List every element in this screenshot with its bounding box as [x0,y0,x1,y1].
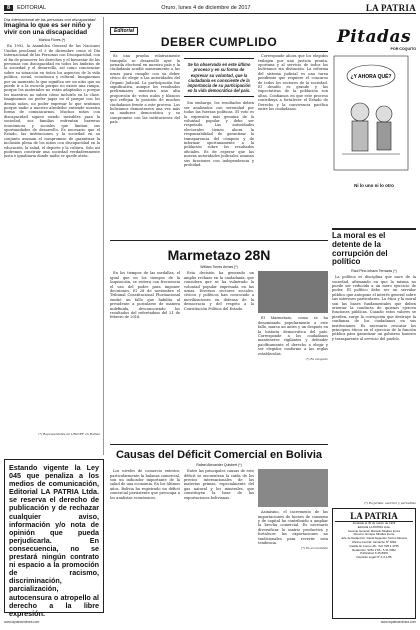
author-photo [258,271,328,313]
cartoon-block [332,17,416,225]
page-number: 8 [4,5,13,11]
editorial-label: Editorial [110,27,138,35]
editorial-text-1: Es una prueba relativamente tranquila se desarrolló ayer la jornada electoral en nuestro país y la ciudadanía acudió masivamente a las urnas para cumplir con su deber cívico de elegir a las autoridades del Órgano Judicial. La participación fue significativa, aunque los resultados preliminares muestran una alta proporción de votos nulos y blancos que reflejan la posición de muchos ciudadanos frente a este proceso. Los bolivianos demostraron una vez más su madurez democrática y su compromiso con las instituciones del país. [110,54,180,125]
marmetazo-col-3 [258,271,328,449]
masthead-line: Depósito Legal Nº 4-3-1-85 [356,555,392,560]
masthead-line: Editorial LA PATRIA Ltda. [357,524,391,529]
masthead-line: Casilla de Correo 48 - Telf. 525 1 4795 [349,543,399,548]
marmetazo-text-2: Esta decisión ha generado un amplio rechazo en la ciudadanía, que considera que se ha vulnerado la voluntad popular expresada en las urnas. Diversos sectores sociales, cívicos y políticos han convocado a movilizaciones en defensa de la democracia y del respeto a la Constitución Política del Estado. [184,271,254,311]
editorial-text-2: Sin embargo, los resultados deben ser analizados con serenidad por todas las fuerzas políticas. El voto es la expresión más genuina de la voluntad popular y debe ser respetado. Las autoridades electorales tienen ahora la responsabilidad de garantizar la transparencia del cómputo y de informar oportunamente a la población sobre los resultados oficiales. Es de esperar que las nuevas autoridades judiciales asuman sus funciones con independencia y probidad. [184,101,254,168]
marmetazo-col-2 [184,271,254,449]
cartoon-caption: Ni lo uno ni lo otro [354,183,394,188]
masthead-box [332,508,416,619]
article-kicker: Día internacional de las personas con discapacidad [4,17,96,22]
masthead-line: Director: Enrique Miralles Iporre [353,532,395,537]
deficit-col-3 [258,469,328,617]
marmetazo-text-1: En los tiempos de las medallas, el igual que en los tiempos de la Inquisición, se reitera con frecuencia el uso del poder para imponer decisiones. El 28 de noviembre el Tribunal Constitucional Plurinacional emitió un fallo que habilita al presidente a postularse de manera indefinida, desconociendo los resultados del referéndum del 21 de febrero de 2016. [110,271,180,320]
editorial-col-2 [184,54,254,250]
deficit-title: Causas del Déficit Comercial en Bolivia [115,449,323,461]
footer-url-left[interactable]: www.lapatriaenlinea.com [4,620,40,624]
deficit-text-3: Asimismo, el incremento de las importaciones de bienes de consumo y de capital ha contribuido a ampliar la brecha comercial. Es necesario diversificar la matriz productiva y fortalecer las exportaciones no tradicionales para revertir esta tendencia. [258,510,328,545]
deficit-author: Rafael Alexander Quisbert (*) [196,463,242,468]
moral-author: Raúl Pino-Ichazo Terrazas (*) [351,269,397,274]
article-author: Mónica Flores (*) [38,38,66,43]
moral-text: La política es disciplina que nace de la sociedad, afirmando en que la misma no puede ser reducida a un mero ejercicio de poder. El político debe ser un servidor público que antepone el interés general sobre sus intereses particulares. La ética y la moral son las bases fundamentales que deben orientar la conducta de quienes ejercen funciones públicas. Cuando estos valores se pierden, surge la corrupción que destruye la confianza de los ciudadanos en sus instituciones. Es necesario rescatar los principios éticos en el ejercicio de la función pública para garantizar un gobierno honesto y transparente al servicio del pueblo. [332,275,416,341]
legal-notice-box [4,459,104,618]
cartoon-logo: Pitadas [336,27,412,47]
legal-notice-text: Estando vigente la Ley 045 que penaliza a los medios de comunicación, Editorial LA PATRIA Ltda. se reserva el derecho de publicación y de rechazar cualquier aviso, información y/o nota de opinión que pueda perjudicarla. En consecuencia, no se prestará ningún contrato ni espacio a la promoción de racismo, discriminación, parcialización, autocensura o atropello al derecho a la libre expresión. [9,463,99,618]
author-photo [258,469,328,507]
issue-date: Oruro, lunes 4 de diciembre de 2017 [161,5,251,11]
deficit-col-1 [110,469,180,617]
deficit-text-1: Los niveles de comercio exterior, particularmente la balanza comercial, son un indicador importante de la salud de una economía. En los últimos años, Bolivia ha registrado un déficit comercial persistente que preocupa a los analistas económicos. [110,469,180,500]
marmetazo-col-1 [110,271,180,449]
footer-url-right[interactable]: www.lapatriaenlinea.com [380,620,416,624]
editorial-title: DEBER CUMPLIDO [110,36,328,52]
editorial-article [110,17,328,241]
moral-signature: (*) Es jurista, escritor y periodista [364,501,416,506]
page-header [4,3,416,14]
masthead-line: Jefe de Redacción: David Alejandro Torrico Moreira [341,536,407,541]
editorial-col-3 [258,54,328,250]
masthead-line: Fundado el 30 de marzo de 1919 [352,521,396,525]
masthead-line: Redacción: 5251 2 55 - 5 21 0062 [352,547,396,552]
article-deficit [110,449,328,617]
article-title: Imagina lo que es ser niño y vivir con una discapacidad [4,22,92,37]
masthead-name: LA PATRIA [335,511,413,522]
cartoon-byline: POR COQUITO [390,47,416,51]
speech-bubble-text: ¿Y AHORA QUÉ? [350,74,392,80]
editorial-text-3: Corresponde ahora que los elegidos trabajen por una justicia pronta, oportuna y al servicio de todos los bolivianos sin distinción. La reforma del sistema judicial es una tarea pendiente que requiere el concurso de todos los sectores de la sociedad. El desafío es grande y las expectativas de la población son altas. Confiamos en que este proceso contribuya a fortalecer el Estado de Derecho y la convivencia pacífica entre los ciudadanos. [258,54,328,112]
pull-quote: Se ha observado en este último proceso y en su forma de expresar su voluntad, que la ciudadanía es consciente de la importancia de su participación en la vida democrática del país. [184,58,254,97]
marmetazo-author: William Torres Armas (*) [200,265,238,270]
marmetazo-signature: (*) Es abogado [305,357,328,362]
moral-body [332,275,416,501]
marmetazo-text-3: El Marmetazo, como se ha denominado popularmente a este fallo, marca un antes y un después en la historia democrática del país. Corresponde a los ciudadanos mantenerse vigilantes y defender pacíficamente el derecho a elegir y ser elegidos conforme a las reglas establecidas. [258,316,328,356]
page-footer [4,620,416,626]
cartoon-illustration [332,54,410,172]
moral-title: La moral es el detente de la corrupción del político [332,231,388,267]
article-signature: (*) Representante de UNICEF en Bolivia [38,432,100,437]
masthead-line: Gerente General: Marcelo Miralles Iporre [347,528,401,533]
editorial-col-1 [110,54,180,250]
deficit-signature: (*) Es economista [301,546,328,551]
article-body [4,44,100,432]
deficit-text-2: Entre las principales causas de este déficit se encuentran la caída de los precios internacionales de las materias primas, especialmente del gas natural y los minerales, que constituyen la base de las exportaciones bolivianas. [184,469,254,500]
masthead-line: Oficina Central: Camacho Nº 1892 [351,539,397,544]
deficit-col-2 [184,469,254,617]
article-body-text: En 1992, la Asamblea General de las Naciones Unidas proclamó el 3 de diciembre como el Día Internacional de las Personas con Discapacidad, con el fin de promover los derechos y el bienestar de las personas con discapacidad en todos los ámbitos de la sociedad y el desarrollo, así como concienciar sobre su situación en todos los aspectos de la vida política, social, económica y cultural. Imaginemos por un momento lo que significa ser un niño que no puede ir a la escuela porque no existe una rampa, porque los materiales no están adaptados o porque los maestros no saben cómo incluirlo en la clase. Imaginemos no poder jugar en el parque con los demás niños, no poder expresar lo que sentimos porque nadie a nuestro alrededor entiende nuestra forma de comunicarnos. Muchos niños con discapacidad siguen siendo invisibles para la sociedad, sus familias enfrentan barreras económicas y sociales que limitan sus oportunidades de desarrollo. Es necesario que el Estado, las instituciones y la sociedad en su conjunto asuman el compromiso de garantizar la inclusión plena de los niños con discapacidad en la educación, la salud, el deporte y la cultura. Solo así podremos construir una sociedad verdaderamente justa e igualitaria donde nadie se quede atrás. [4,44,100,159]
masthead-line: Publicidad: 5 25 8009 [360,551,388,556]
newspaper-name: LA PATRIA [365,3,416,13]
section-name: EDITORIAL [17,5,46,11]
article-marmetazo [110,245,328,445]
article-moral [332,228,416,504]
article-children-disability [4,17,104,455]
marmetazo-title: Marmetazo 28N [167,247,271,263]
